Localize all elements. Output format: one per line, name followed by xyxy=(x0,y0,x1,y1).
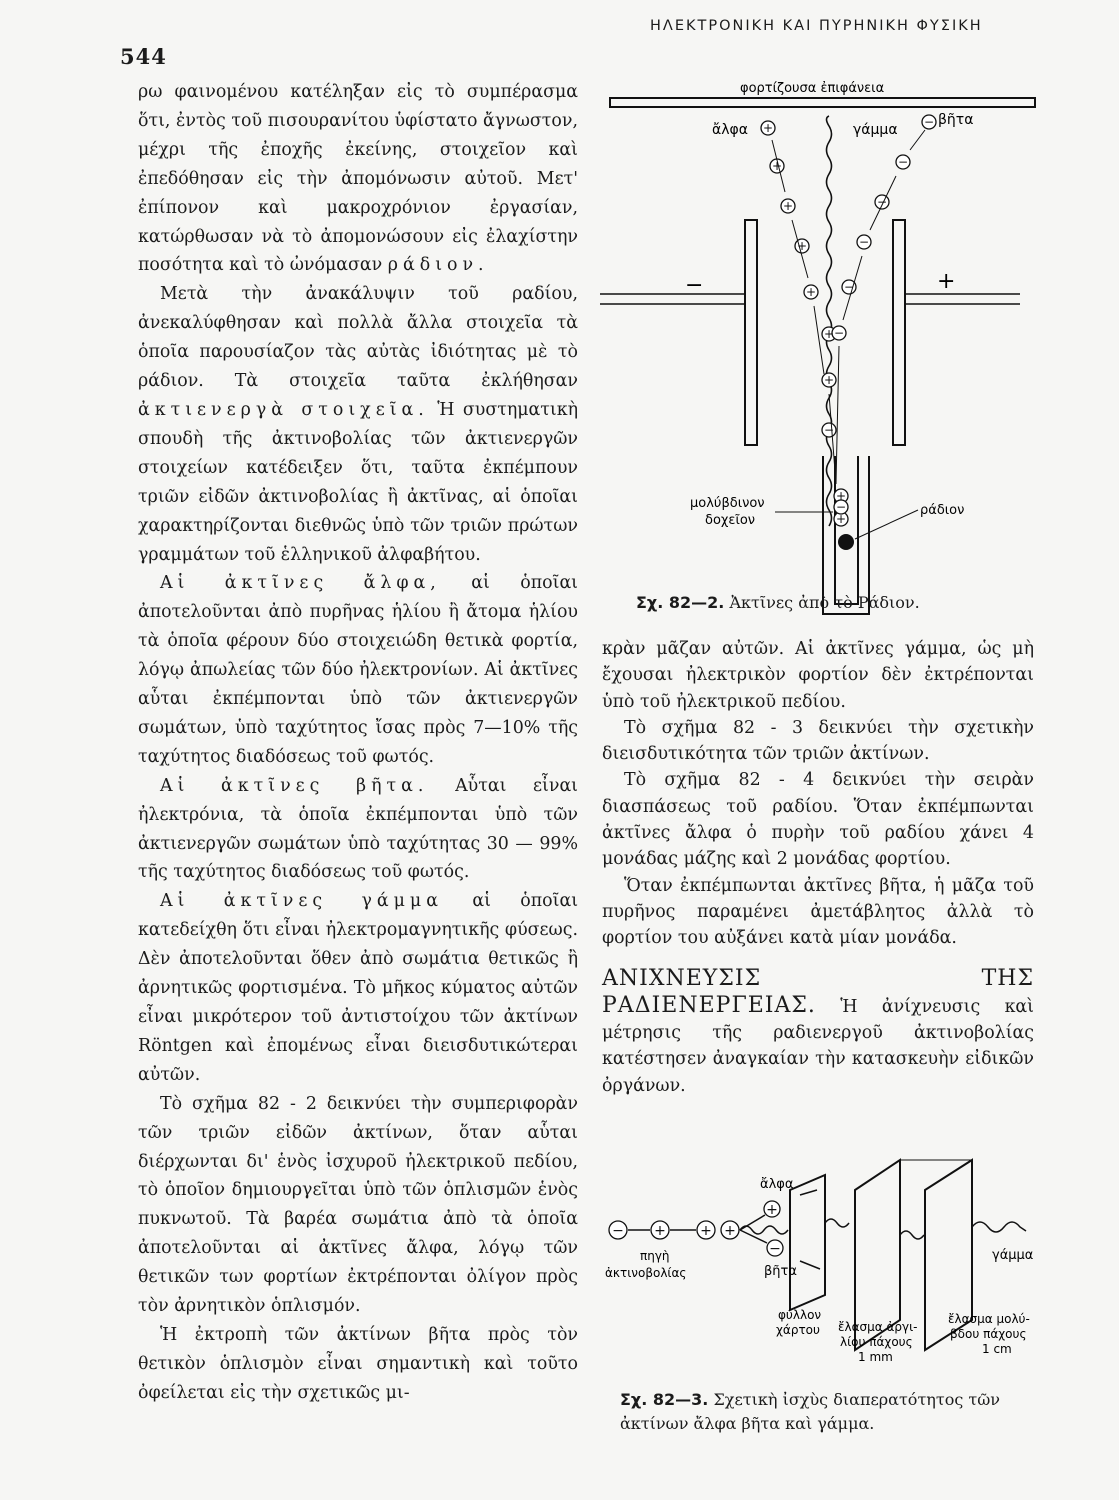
label-source: πηγὴ xyxy=(640,1249,670,1263)
plus-sign: + xyxy=(796,239,808,253)
section-heading xyxy=(602,966,1034,1099)
charging-surface xyxy=(610,98,1035,107)
paragraph xyxy=(138,280,578,569)
paragraph: Ἡ ἐκτροπὴ τῶν ἀκτίνων βῆτα πρὸς τὸν θετικὸν ὁπλισμὸν εἶναι σημαντικὴ καὶ τοῦτο ὀφείλεται εἰς τὴν σχετικῶς μι- xyxy=(138,1324,578,1403)
minus-sign: − xyxy=(876,195,888,209)
label-aluminium: ἔλασμα ἀργι- xyxy=(838,1320,918,1334)
paragraph: κρὰν μᾶζαν αὐτῶν. Αἱ ἀκτῖνες γάμμα, ὡς μὴ ἔχουσαι ἠλεκτρικὸν φορτίον δὲν ἐκτρέπονται ὑπὸ τοῦ ἠλεκτρικοῦ πεδίου. xyxy=(602,639,1034,712)
caption-text: Σχετικὴ ἰσχὺς διαπερατότητος τῶν ἀκτίνων ἄλφα βῆτα καὶ γάμμα. xyxy=(620,1390,1001,1433)
label-paper: φύλλον xyxy=(778,1308,822,1322)
plus-sign: + xyxy=(823,373,835,387)
minus-sign: − xyxy=(835,500,847,514)
paragraph xyxy=(138,887,578,1089)
plus-sign: + xyxy=(835,512,847,526)
term-radioactive: ἀκτιενεργὰ στοιχεῖα. xyxy=(138,399,429,420)
paragraph: Τὸ σχῆμα 82 - 4 δεικνύει τὴν σειρὰν διασπάσεως τοῦ ραδίου. Ὅταν ἐκπέμπωνται ἀκτῖνες ἄλφα ὁ πυρὴν τοῦ ραδίου χάνει 4 μονάδας μάζης καὶ 2 μονάδας φορτίου. xyxy=(602,770,1034,870)
plus-sign: + xyxy=(700,1223,712,1239)
gamma-ray-path xyxy=(827,116,832,526)
plus-sign: + xyxy=(823,327,835,341)
label-aluminium: λίου πάχους xyxy=(840,1335,913,1349)
figure-82-3 xyxy=(600,1135,1050,1380)
capacitor-plate-positive xyxy=(893,220,905,445)
label-lead-container: μολύβδινον xyxy=(690,496,765,511)
label-alpha: ἄλφα xyxy=(760,1177,794,1192)
label-minus: − xyxy=(685,273,704,298)
plus-sign: + xyxy=(766,1202,778,1218)
running-head: ΗΛΕΚΤΡΟΝΙΚΗ ΚΑΙ ΠΥΡΗΝΙΚΗ ΦΥΣΙΚΗ xyxy=(650,18,983,34)
paragraph-text: Μετὰ τὴν ἀνακάλυψιν τοῦ ραδίου, ἀνεκαλύφθησαν καὶ πολλὰ ἄλλα στοιχεῖα τὰ ὁποῖα παρουσίαζον τὰς αὐτὰς ἰδιότητας μὲ τὸ ράδιον. Τὰ στοιχεῖα ταῦτα ἐκλήθησαν xyxy=(138,284,578,392)
label-aluminium: 1 mm xyxy=(858,1350,893,1364)
paper-sheet xyxy=(790,1175,825,1310)
minus-sign: − xyxy=(897,155,909,169)
label-alpha: ἄλφα xyxy=(712,122,748,138)
plus-sign: + xyxy=(771,159,783,173)
caption-label: Σχ. 82—2. xyxy=(636,593,725,612)
ray-arrow xyxy=(740,1215,767,1243)
paragraph-text: ρω φαινομένου κατέληξαν εἰς τὸ συμπέρασμα ὅτι, ἐντὸς τοῦ πισουρανίτου ὑφίστατο ἄγνωστον, μέχρι τῆς ἐποχῆς ἐκείνης, στοιχεῖον καὶ ἐπεδόθησαν εἰς τὴν ἀπομόνωσιν αὐτοῦ. Μετ' ἐπίπονον καὶ μακροχρόνιον ἐργασίαν, κατώρθωσαν νὰ τὸ ἀπομονώσουν εἰς ἐλαχίστην ποσότητα καὶ τὸ ὠνόμασαν xyxy=(138,82,578,276)
page-number: 544 xyxy=(120,44,167,69)
label-lead: βδου πάχους xyxy=(950,1327,1027,1341)
radium-source xyxy=(838,534,854,550)
label-plus: + xyxy=(937,269,956,294)
label-beta: βῆτα xyxy=(938,112,974,128)
minus-sign: − xyxy=(843,280,855,294)
label-beta: βῆτα xyxy=(764,1264,797,1279)
minus-sign: − xyxy=(833,326,845,340)
label-gamma: γάμμα xyxy=(992,1248,1034,1263)
paragraph-text: Ἡ ἀνίχνευσις καὶ μέτρησις τῆς ραδιενεργοῦ ἀκτινοβολίας κατέστησεν ἀναγκαίαν τὴν κατασκευὴν εἰδικῶν ὀργάνων. xyxy=(602,996,1034,1096)
label-lead-container: δοχεῖον xyxy=(705,513,756,528)
term-alpha-rays: Αἱ ἀκτῖνες ἄλφα, xyxy=(160,573,441,594)
capacitor-plate-negative xyxy=(745,220,757,445)
caption-text: Ἀκτῖνες ἀπὸ τὸ Ράδιον. xyxy=(729,593,920,612)
paragraph-text: Αὗται εἶναι ἠλεκτρόνια, τὰ ὁποῖα ἐκπέμπονται ὑπὸ τῶν ἀκτιενεργῶν σωμάτων ὑπὸ ταχύτητας 30 — 99% τῆς ταχύτητος διαδόσεως τοῦ φωτός. xyxy=(138,775,579,883)
label-source: ἀκτινοβολίας xyxy=(605,1266,687,1280)
plus-sign: + xyxy=(805,285,817,299)
paragraph: Ὅταν ἐκπέμπωνται ἀκτῖνες βῆτα, ἡ μᾶζα τοῦ πυρῆνος παραμένει ἀμετάβλητος ἀλλὰ τὸ φορτίον του αὐξάνει κατὰ μίαν μονάδα. xyxy=(602,875,1034,949)
label-gamma: γάμμα xyxy=(853,122,898,138)
ray-arrow xyxy=(800,1190,820,1269)
plus-sign: + xyxy=(762,121,774,135)
right-column xyxy=(602,636,1034,1099)
term-gamma-rays: Αἱ ἀκτῖνες γάμμα xyxy=(160,891,443,912)
plus-sign: + xyxy=(724,1223,736,1239)
label-lead: 1 cm xyxy=(982,1342,1012,1356)
figure-82-2 xyxy=(600,74,1040,629)
particle-signs xyxy=(763,115,934,526)
plus-sign: + xyxy=(782,199,794,213)
label-paper: χάρτου xyxy=(776,1323,820,1337)
plus-sign: + xyxy=(654,1223,666,1239)
beta-trajectory xyxy=(833,130,925,484)
pointer-line xyxy=(855,510,918,539)
paragraph-text: Ἡ συστηματικὴ σπουδὴ τῆς ἀκτινοβολίας τῶν ἀκτιενεργῶν στοιχείων κατέδειξεν ὅτι, ταῦτα ἐκπέμπουν τριῶν εἰδῶν ἀκτινοβολίας ἢ ἀκτῖνας, αἱ ὁποῖαι χαρακτηρίζονται διεθνῶς ὑπὸ τῶν τριῶν πρώτων γραμμάτων τοῦ ἑλληνικοῦ ἀλφαβήτου. xyxy=(138,399,579,565)
label-charging-surface: φορτίζουσα ἐπιφάνεια xyxy=(740,81,885,96)
minus-sign: − xyxy=(923,115,935,129)
source-particles xyxy=(609,1201,783,1256)
figure-82-3-caption xyxy=(620,1388,1040,1436)
paragraph-text: αἱ ὁποῖαι κατεδείχθη ὅτι εἶναι ἠλεκτρομαγνητικῆς φύσεως. Δὲν ἀποτελοῦνται ὅθεν ἀπὸ σωμάτια θετικῶς ἢ ἀρνητικῶς φορτισμένα. Τὸ μῆκος κύματος αὐτῶν εἶναι μικρότερον τοῦ ἀντιστοίχου τῶν ἀκτίνων Röntgen καὶ ἐπομένως εἶναι διεισδυτικώτεραι αὐτῶν. xyxy=(138,891,579,1085)
section-heading-title: ΑΝΙΧΝΕΥΣΙΣ ΤΗΣ ΡΑΔΙΕΝΕΡΓΕΙΑΣ. xyxy=(602,965,1034,1018)
minus-sign: − xyxy=(858,235,870,249)
paragraph xyxy=(138,772,578,888)
beta-particles xyxy=(822,115,936,514)
minus-sign: − xyxy=(823,423,835,437)
paragraph: Τὸ σχῆμα 82 - 2 δεικνύει τὴν συμπεριφορὰν τῶν τριῶν εἰδῶν ἀκτίνων, ὅταν αὗται διέρχωνται δι' ἑνὸς ἰσχυροῦ ἠλεκτρικοῦ πεδίου, τὸ ὁποῖον δημιουργεῖται ὑπὸ τῶν ὁπλισμῶν ἑνὸς πυκνωτοῦ. Τὰ βαρέα σωμάτια ἀπὸ τὰ ὁποῖα ἀποτελοῦνται αἱ ἀκτῖνες ἄλφα, λόγῳ τῶν θετικῶν των φορτίων ἐκτρέπονται ὀλίγον πρὸς τὸν ἀρνητικὸν ὁπλισμόν. xyxy=(138,1093,578,1317)
alpha-ray-path xyxy=(761,115,936,526)
term-beta-rays: Αἱ ἀκτῖνες βῆτα. xyxy=(160,775,429,796)
label-radium: ράδιον xyxy=(920,503,965,518)
figure-82-2-caption xyxy=(636,593,920,612)
term-radium: ράδιον. xyxy=(387,255,489,276)
caption-label: Σχ. 82—3. xyxy=(620,1390,709,1409)
paragraph-text: αἱ ὁποῖαι ἀποτελοῦνται ἀπὸ πυρῆνας ἡλίου ἢ ἄτομα ἡλίου τὰ ὁποῖα φέρουν δύο στοιχειώδη θετικὰ φορτία, λόγῳ ἀπωλείας τῶν δύο ἠλεκτρονίων. Αἱ ἀκτῖνες αὗται ἐκπέμπονται ὑπὸ τῶν ἀκτιενεργῶν σωμάτων, ὑπὸ ταχύτητος ἴσας πρὸς 7—10% τῆς ταχύτητος διαδόσεως τοῦ φωτός. xyxy=(138,573,579,767)
label-lead: ἔλασμα μολύ- xyxy=(948,1312,1030,1326)
paragraph: Τὸ σχῆμα 82 - 3 δεικνύει τὴν σχετικὴν διεισδυτικότητα τῶν τριῶν ἀκτίνων. xyxy=(602,717,1034,765)
paragraph xyxy=(138,569,578,771)
minus-sign: − xyxy=(612,1223,624,1239)
plus-sign: + xyxy=(835,489,847,503)
minus-sign: − xyxy=(769,1241,781,1257)
left-column xyxy=(138,78,578,1408)
paragraph xyxy=(138,78,578,280)
